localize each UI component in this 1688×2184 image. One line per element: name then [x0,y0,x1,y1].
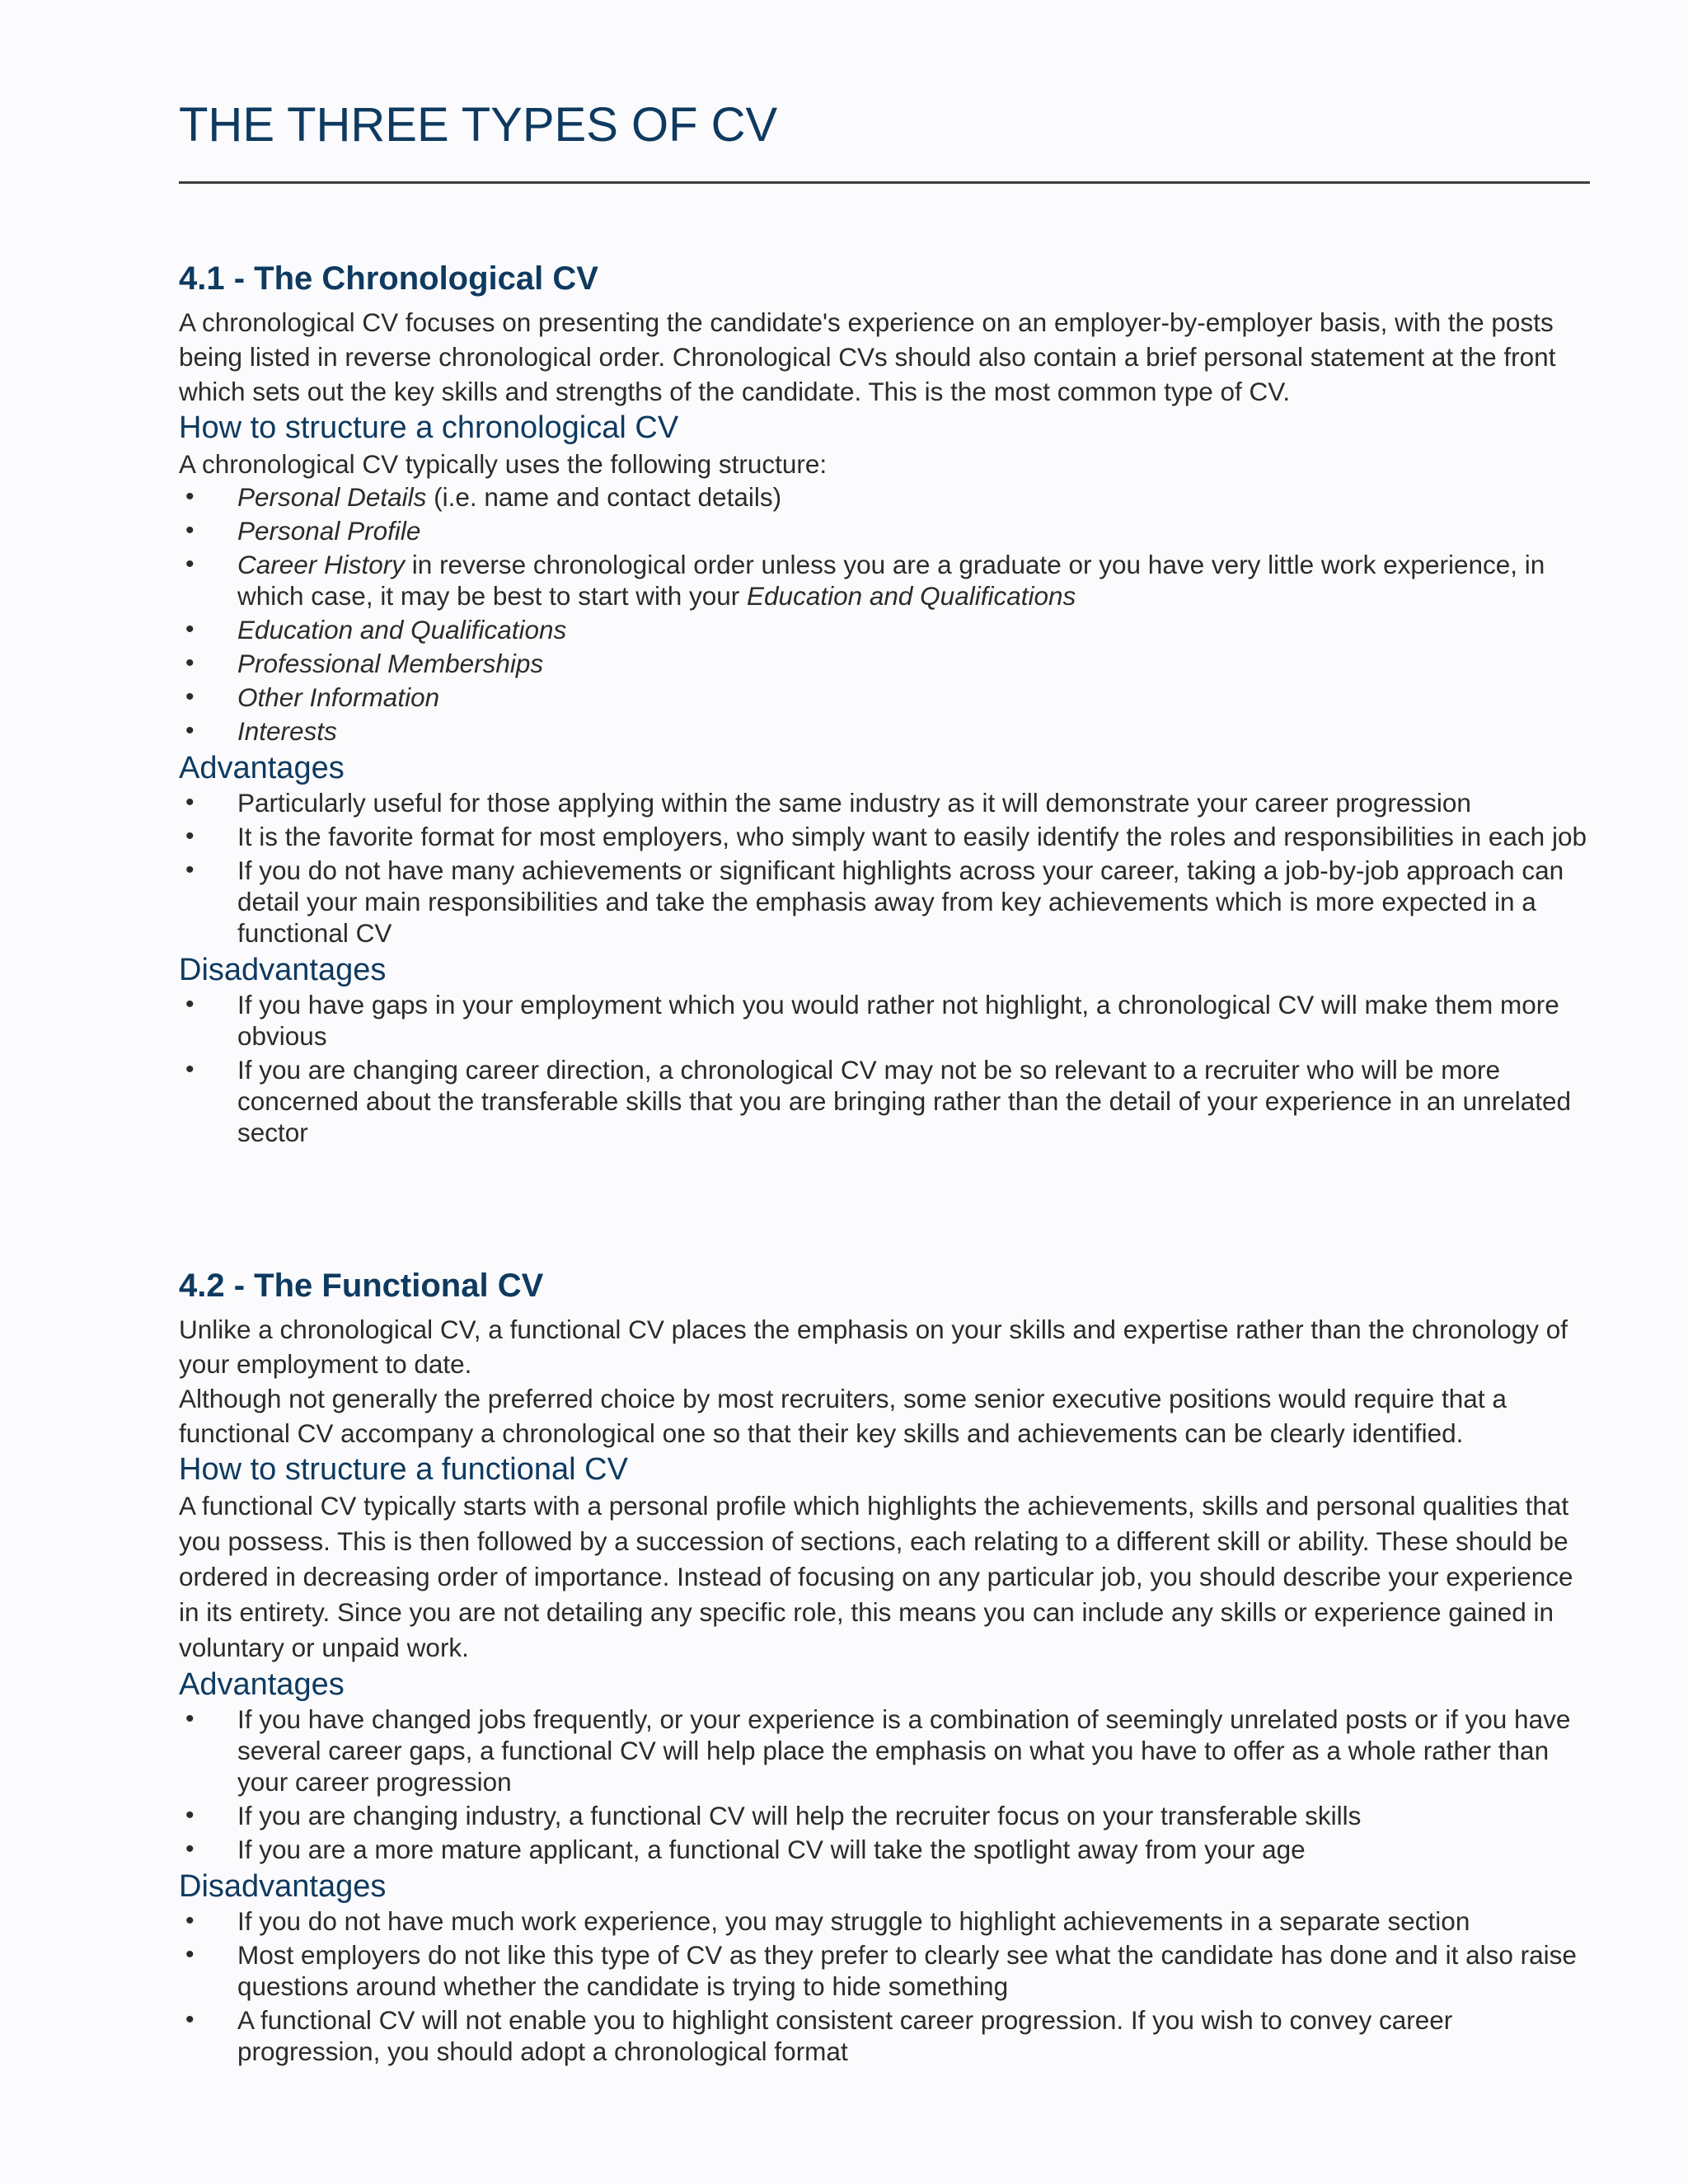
advantages-list [179,1704,1590,1865]
list-item [179,515,1590,546]
section-intro: Unlike a chronological CV, a functional CV places the emphasis on your skills and expertise rather than the chronology of your employment to date. [179,1315,1568,1379]
list-item: • It is the favorite format for most employers, who simply want to easily identify the roles and responsibilities in each job [179,821,1590,852]
subheading-advantages: Advantages [179,1667,345,1702]
section-chronological-cv [179,254,1590,1151]
structure-intro: A chronological CV typically uses the following structure: [179,449,828,479]
section-functional-cv [179,1261,1590,2069]
list-item: • If you are changing career direction, a chronological CV may not be so relevant to a recruiter who will be more concerned about the transferable skills that you are bringing rather than the detail of your experience in an unrelated sector [179,1054,1590,1148]
list-item-text: in reverse chronological order unless you are a graduate or you have very little work experience, in which case, it may be best to start with your [237,550,1545,611]
section-intro: Although not generally the preferred choice by most recruiters, some senior executive positions would require that a functional CV accompany a chronological one so that their key skills and achievements can be clearly identified. [179,1384,1507,1448]
list-item [179,648,1590,679]
section-heading: 4.2 - The Functional CV [179,1268,544,1304]
disadvantages-list [179,1905,1590,2067]
disadvantages-list [179,989,1590,1148]
list-item: • If you do not have much work experience, you may struggle to highlight achievements in a separate section [179,1905,1590,1937]
list-item-emphasis: Other Information [237,682,440,712]
list-item-emphasis: Personal Details [237,482,427,512]
section-heading: 4.1 - The Chronological CV [179,260,598,297]
list-item-text: (i.e. name and contact details) [426,482,782,512]
structure-text: A functional CV typically starts with a personal profile which highlights the achievements, skills and personal qualities that you possess. This is then followed by a succession of sections, each relating to a different skill or ability. These should be ordered in decreasing order of importance. Instead of focusing on any particular job, you should describe your experience in its entirety. Since you are not detailing any specific role, this means you can include any skills or experience gained in voluntary or unpaid work. [179,1491,1573,1662]
list-item-emphasis: Interests [237,716,337,746]
list-item-emphasis: Professional Memberships [237,649,544,678]
list-item: • If you are a more mature applicant, a functional CV will take the spotlight away from your age [179,1834,1590,1865]
advantages-list [179,787,1590,949]
list-item: • If you have gaps in your employment which you would rather not highlight, a chronological CV will make them more obvious [179,989,1590,1052]
list-item: • A functional CV will not enable you to highlight consistent career progression. If you wish to convey career progression, you should adopt a chronological format [179,2004,1590,2067]
subheading-structure: How to structure a functional CV [179,1452,628,1487]
list-item [179,614,1590,645]
list-item-emphasis: Personal Profile [237,516,421,546]
list-item [179,549,1590,612]
list-item-emphasis: Education and Qualifications [237,615,567,644]
list-item-emphasis: Career History [237,550,406,579]
title-divider [179,181,1590,184]
list-item [179,715,1590,747]
subheading-disadvantages: Disadvantages [179,1869,387,1904]
list-item: • If you have changed jobs frequently, or your experience is a combination of seemingly unrelated posts or if you have several career gaps, a functional CV will help place the emphasis on what you have to offer as a whole rather than your career progression [179,1704,1590,1797]
list-item: • If you are changing industry, a functional CV will help the recruiter focus on your transferable skills [179,1800,1590,1831]
structure-list [179,481,1590,747]
subheading-disadvantages: Disadvantages [179,953,387,987]
list-item: • Most employers do not like this type of CV as they prefer to clearly see what the candidate has done and it also raise questions around whether the candidate is trying to hide something [179,1939,1590,2002]
list-item [179,481,1590,513]
list-item-emphasis: Education and Qualifications [747,581,1076,611]
section-intro: A chronological CV focuses on presenting the candidate's experience on an employer-by-employer basis, with the posts being listed in reverse chronological order. Chronological CVs should also contain a brief personal statement at the front which sets out the key skills and strengths of the candidate. This is the most common type of CV. [179,307,1556,406]
subheading-advantages: Advantages [179,751,345,785]
list-item: • If you do not have many achievements or significant highlights across your career, taking a job-by-job approach can detail your main responsibilities and take the emphasis away from key achievements which is more expected in a functional CV [179,855,1590,949]
page-title: THE THREE TYPES OF CV [179,98,778,152]
list-item [179,682,1590,713]
subheading-structure: How to structure a chronological CV [179,410,679,445]
list-item: • Particularly useful for those applying within the same industry as it will demonstrate your career progression [179,787,1590,818]
